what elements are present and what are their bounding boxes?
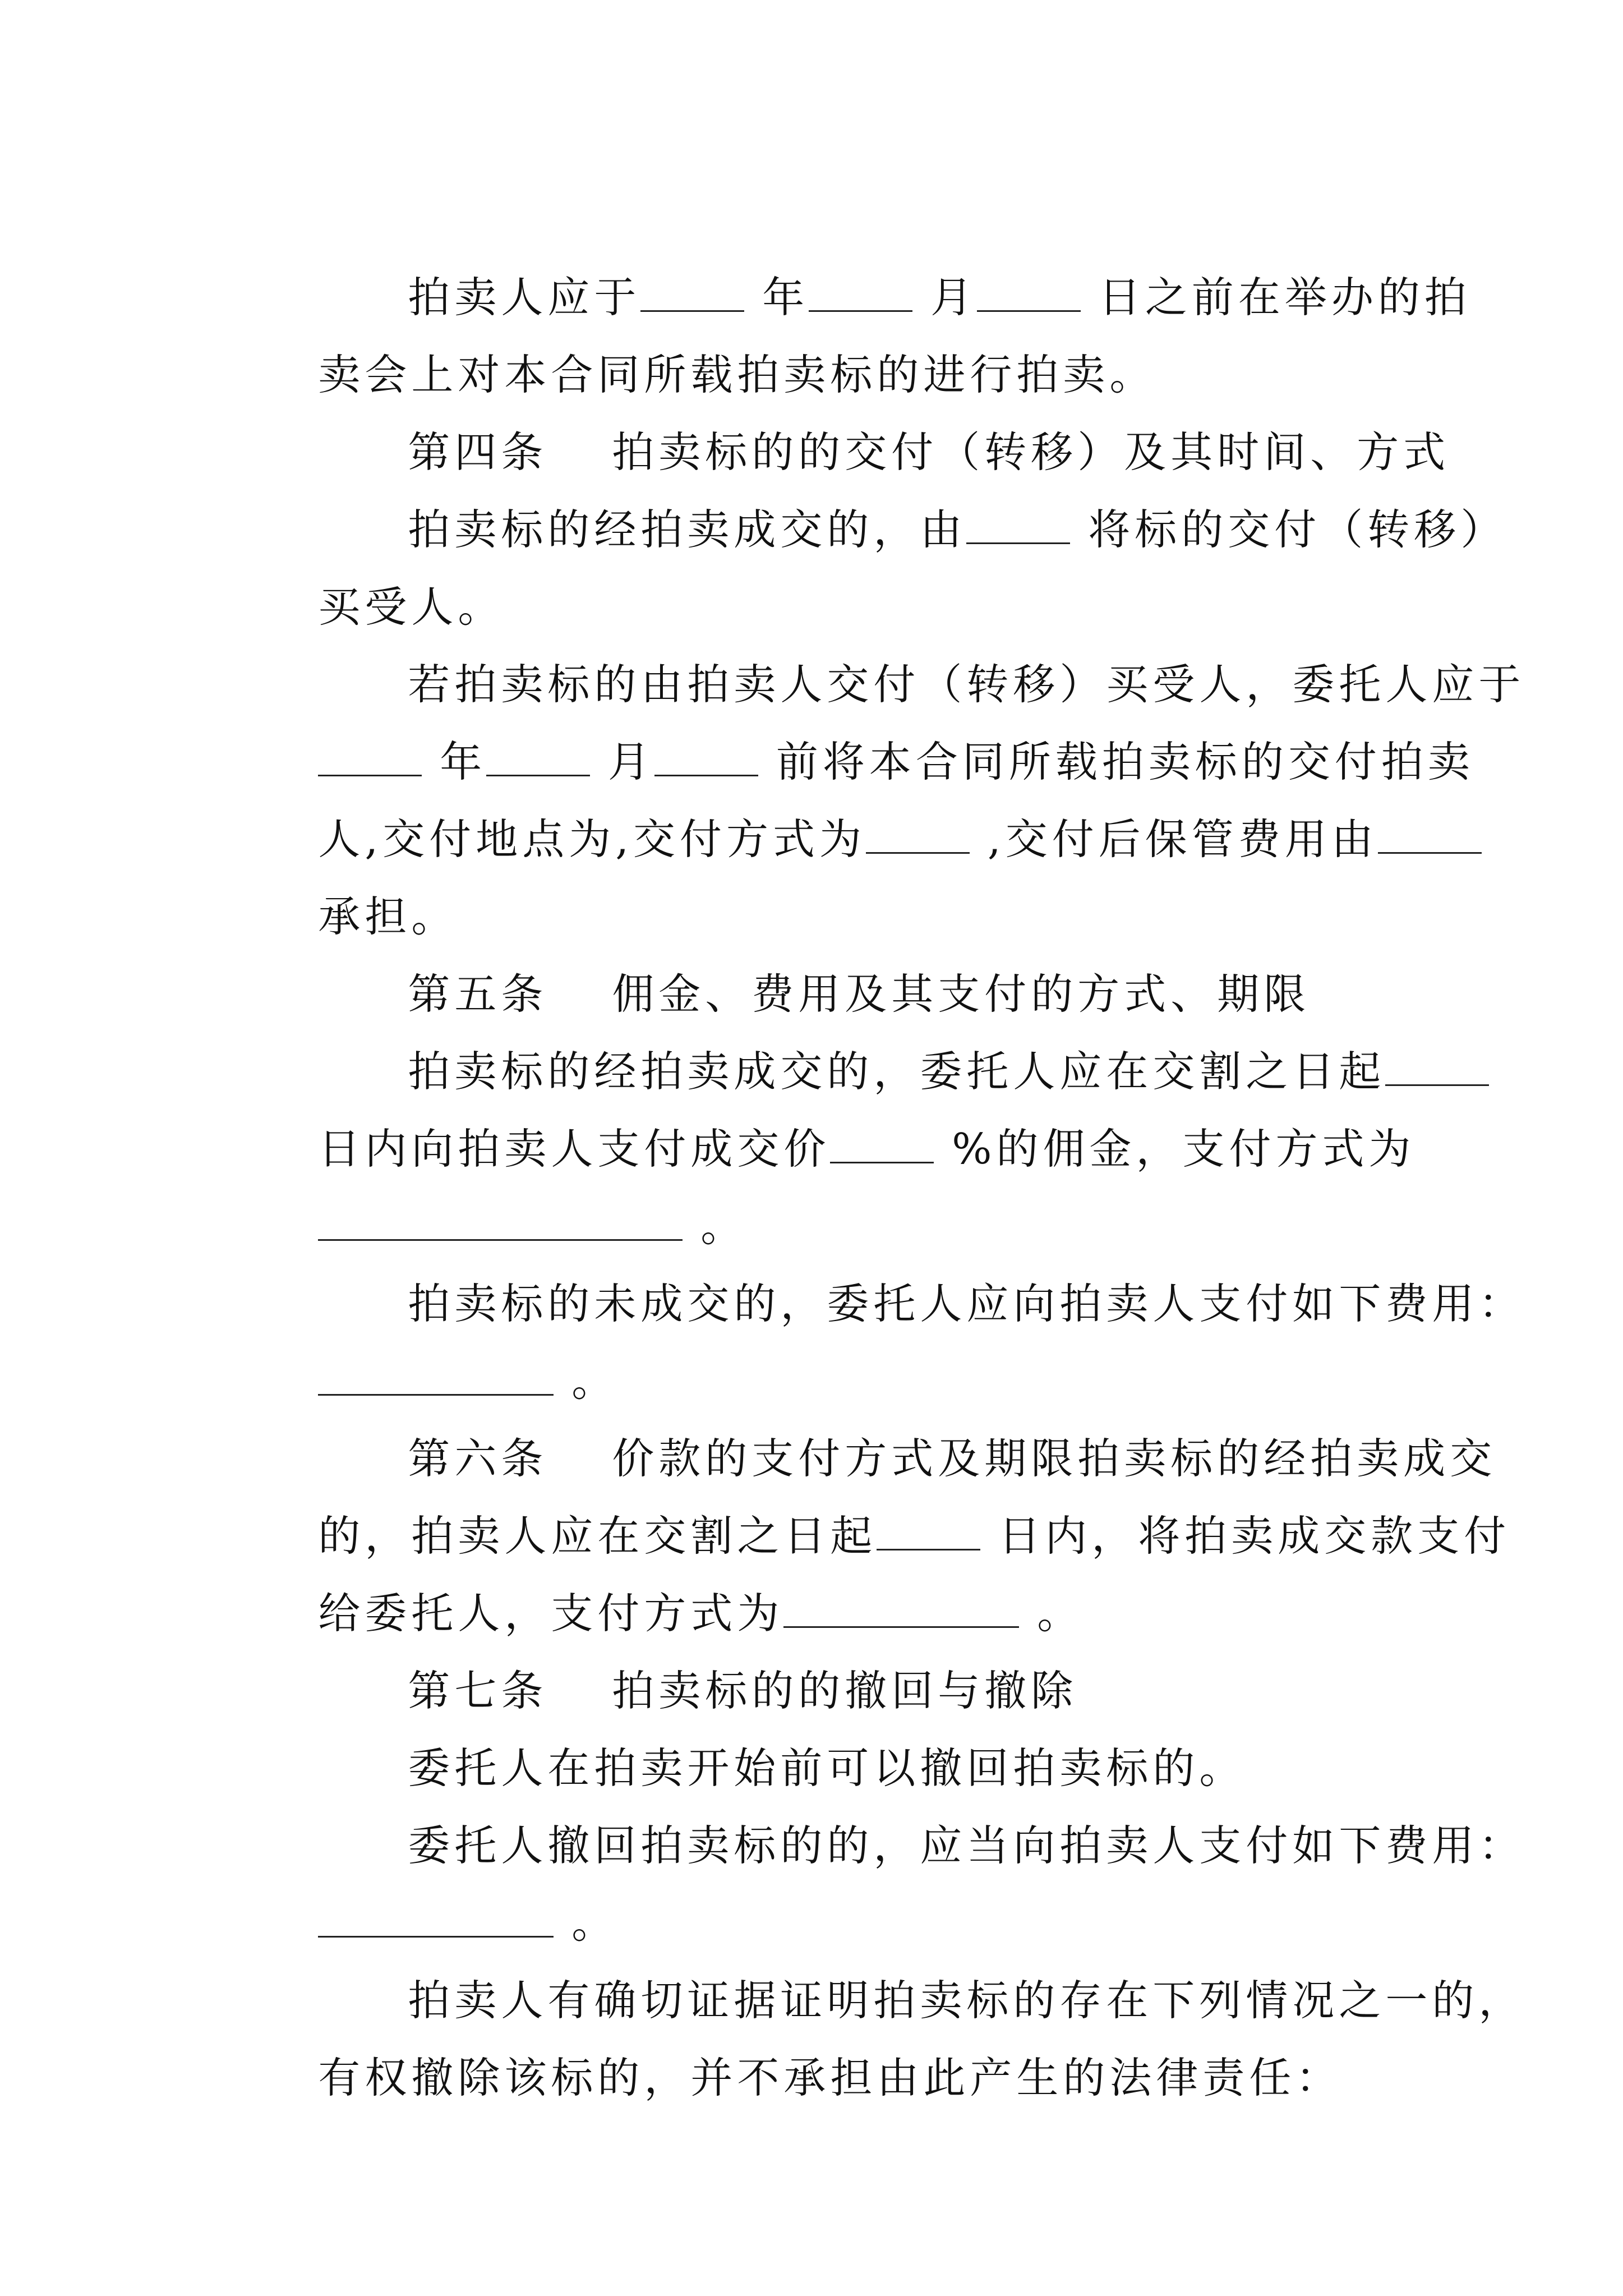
text: 承担。: [318, 892, 458, 941]
text: 委托人撤回拍卖标的的，应当向拍卖人支付如下费用：: [408, 1821, 1525, 1870]
text: 拍卖标的未成交的，委托人应向拍卖人支付如下费用：: [408, 1279, 1525, 1328]
text: 买受人。: [318, 582, 505, 632]
blank-percent: [830, 1128, 934, 1163]
text: 月: [912, 273, 978, 322]
text: 有权撤除该标的，并不承担由此产生的法律责任：: [318, 2053, 1343, 2102]
text: 年: [744, 273, 809, 322]
text: 。: [554, 1898, 619, 1948]
text: 第六条 价款的支付方式及期限拍卖标的经拍卖成交: [408, 1434, 1497, 1483]
text: 第五条 佣金、费用及其支付的方式、期限: [408, 969, 1311, 1019]
text: 拍卖标的经拍卖成交的，委托人应在交割之日起: [408, 1047, 1386, 1096]
text: 将标的交付（转移）: [1070, 505, 1507, 554]
blank-delivery-method: [866, 818, 970, 854]
blank-party: [966, 509, 1070, 544]
text: ,交付后保管费用由: [970, 815, 1378, 864]
text: 卖会上对本合同所载拍卖标的进行拍卖。: [318, 350, 1156, 399]
text: 拍卖标的经拍卖成交的，由: [408, 505, 967, 554]
text: 年: [422, 737, 487, 786]
text: 日内，将拍卖成交款支付: [980, 1511, 1511, 1561]
text: 。: [554, 1356, 619, 1406]
blank-storage-party: [1378, 818, 1482, 854]
text: 第七条 拍卖标的的撤回与撤除: [408, 1666, 1078, 1715]
text: 。: [683, 1202, 748, 1251]
text: 委托人在拍卖开始前可以撤回拍卖标的。: [408, 1743, 1246, 1793]
text: 第四条 拍卖标的的交付（转移）及其时间、方式: [408, 427, 1450, 477]
text: %的佣金，支付方式为: [934, 1124, 1415, 1174]
text: 拍卖人有确切证据证明拍卖标的存在下列情况之一的，: [408, 1976, 1525, 2025]
text: 的，拍卖人应在交割之日起: [318, 1511, 877, 1561]
text: 若拍卖标的由拍卖人交付（转移）买受人，委托人应于: [408, 660, 1525, 709]
text: 拍卖人应于: [408, 273, 641, 322]
text: 日之前在举办的拍: [1081, 273, 1471, 322]
text: 月: [590, 737, 655, 786]
text: 前将本合同所载拍卖标的交付拍卖: [758, 737, 1474, 786]
text: 。: [1019, 1589, 1084, 1638]
paragraph-line: [336, 445, 1507, 614]
text: 人,交付地点为,交付方式为: [318, 815, 866, 864]
text: 日内向拍卖人支付成交价: [318, 1124, 831, 1174]
text: 给委托人，支付方式为: [318, 1589, 784, 1638]
paragraph-line: [247, 1994, 1342, 2162]
